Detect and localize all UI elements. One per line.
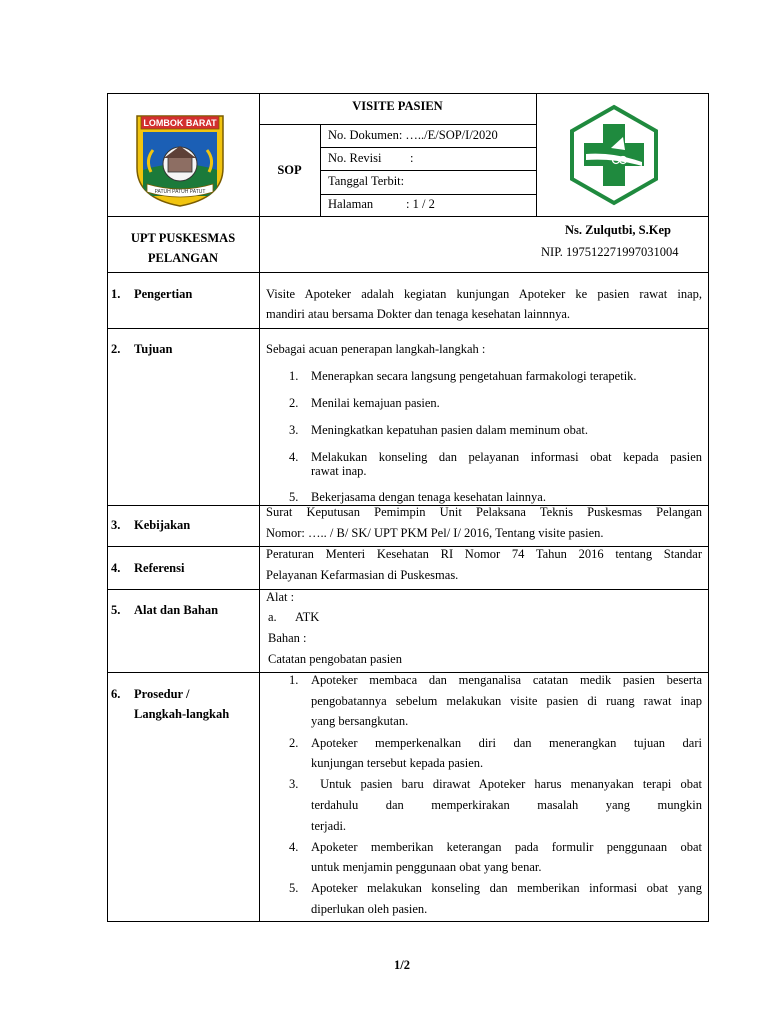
step-text-line: yang bersangkutan. [311, 714, 409, 728]
step-text-line: terdahulu dan memperkirakan masalah yang mungkin [311, 798, 702, 812]
step-text-line: Apoketer memberikan keterangan pada formulir penggunaan obat [311, 840, 702, 854]
bahan-item: Catatan pengobatan pasien [268, 652, 402, 666]
step-number: 5. [289, 881, 299, 895]
section-number: 3. [111, 518, 121, 532]
alat-label: Alat : [266, 590, 295, 604]
column-divider [259, 93, 260, 922]
sop-label: SOP [277, 163, 302, 177]
revision-colon: : [410, 151, 414, 165]
logo-banner-text: LOMBOK BARAT [143, 118, 217, 128]
tujuan-intro: Sebagai acuan penerapan langkah-langkah : [266, 342, 486, 356]
step-text-line: terjadi. [311, 819, 347, 833]
referensi-text-line: Pelayanan Kefarmasian di Puskesmas. [266, 568, 459, 582]
section-label-pengertian: Pengertian [134, 287, 193, 301]
page-value: : 1 / 2 [406, 197, 435, 211]
row-divider [107, 216, 709, 217]
step-text-line: diperlukan oleh pasien. [311, 902, 428, 916]
puskesmas-logo [567, 104, 661, 206]
section-label-kebijakan: Kebijakan [134, 518, 191, 532]
section-number: 1. [111, 287, 121, 301]
column-divider [536, 93, 537, 216]
step-text-line: Untuk pasien baru dirawat Apoteker harus menanyakan terapi obat [311, 777, 702, 791]
row-divider [107, 589, 709, 590]
page-number: 1/2 [394, 958, 410, 972]
step-text-line: Apoteker membaca dan menganalisa catatan medik pasien beserta [311, 673, 702, 687]
section-label-alat: Alat dan Bahan [134, 603, 219, 617]
section-number: 2. [111, 342, 121, 356]
list-item: Meningkatkan kepatuhan pasien dalam meminum obat. [311, 423, 589, 437]
unit-name-line1: UPT PUSKESMAS [130, 231, 236, 245]
step-text-line: pengobatannya sebelum melakukan visite pasien di ruang rawat inap [311, 694, 702, 708]
kebijakan-text-line: Nomor: ….. / B/ SK/ UPT PKM Pel/ I/ 2016, Tentang visite pasien. [266, 526, 604, 540]
row-divider [107, 272, 709, 273]
signer-name: Ns. Zulqutbi, S.Kep [565, 223, 671, 237]
pengertian-text-line: mandiri atau bersama Dokter dan tenaga kesehatan lainnnya. [266, 307, 571, 321]
list-item: Bekerjasama dengan tenaga kesehatan lainnya. [311, 490, 546, 504]
section-number: 4. [111, 561, 121, 575]
document-title: VISITE PASIEN [352, 99, 443, 113]
list-item-continuation: rawat inap. [311, 464, 367, 478]
kebijakan-text-line: Surat Keputusan Pemimpin Unit Pelaksana Teknis Puskesmas Pelangan [266, 505, 702, 519]
document-number: No. Dokumen: …../E/SOP/I/2020 [328, 128, 498, 142]
step-number: 3. [289, 777, 299, 791]
step-text-line: Apoteker memperkenalkan diri dan menerangkan tujuan dari [311, 736, 702, 750]
section-label-prosedur: Prosedur / [134, 687, 190, 701]
step-number: 2. [289, 736, 299, 750]
section-label-tujuan: Tujuan [134, 342, 173, 356]
step-number: 1. [289, 673, 299, 687]
list-item-number: 5. [289, 490, 299, 504]
list-item: Melakukan konseling dan pelayanan informasi obat kepada pasien [311, 450, 702, 464]
alat-item-letter: a. [268, 610, 277, 624]
meta-divider [320, 147, 536, 148]
list-item: Menilai kemajuan pasien. [311, 396, 440, 410]
referensi-text-line: Peraturan Menteri Kesehatan RI Nomor 74 Tahun 2016 tentang Standar [266, 547, 702, 561]
signer-nip: NIP. 197512271997031004 [541, 245, 679, 259]
meta-divider [320, 194, 536, 195]
section-label-referensi: Referensi [134, 561, 185, 575]
unit-name-line2: PELANGAN [147, 251, 219, 265]
title-divider [259, 124, 536, 125]
step-text-line: untuk menjamin penggunaan obat yang benar. [311, 860, 542, 874]
pengertian-text-line: Visite Apoteker adalah kegiatan kunjungan Apoteker ke pasien rawat inap, [266, 287, 702, 301]
list-item-number: 3. [289, 423, 299, 437]
meta-divider [320, 170, 536, 171]
alat-item: ATK [295, 610, 320, 624]
list-item-number: 2. [289, 396, 299, 410]
page-label: Halaman [328, 197, 374, 211]
bahan-label: Bahan : [268, 631, 307, 645]
step-text-line: kunjungan tersebut kepada pasien. [311, 756, 484, 770]
issue-date-label: Tanggal Terbit: [328, 174, 405, 188]
list-item-number: 4. [289, 450, 299, 464]
lombok-barat-logo [133, 110, 227, 208]
section-number: 5. [111, 603, 121, 617]
revision-label: No. Revisi [328, 151, 382, 165]
section-label-prosedur-line2: Langkah-langkah [134, 707, 230, 721]
step-text-line: Apoteker melakukan konseling dan memberikan informasi obat yang [311, 881, 702, 895]
list-item-number: 1. [289, 369, 299, 383]
step-number: 4. [289, 840, 299, 854]
section-number: 6. [111, 687, 121, 701]
logo-motto-text: PATUH PATUH PATUT [154, 189, 206, 195]
list-item: Menerapkan secara langsung pengetahuan farmakologi terapetik. [311, 369, 637, 383]
row-divider [107, 328, 709, 329]
